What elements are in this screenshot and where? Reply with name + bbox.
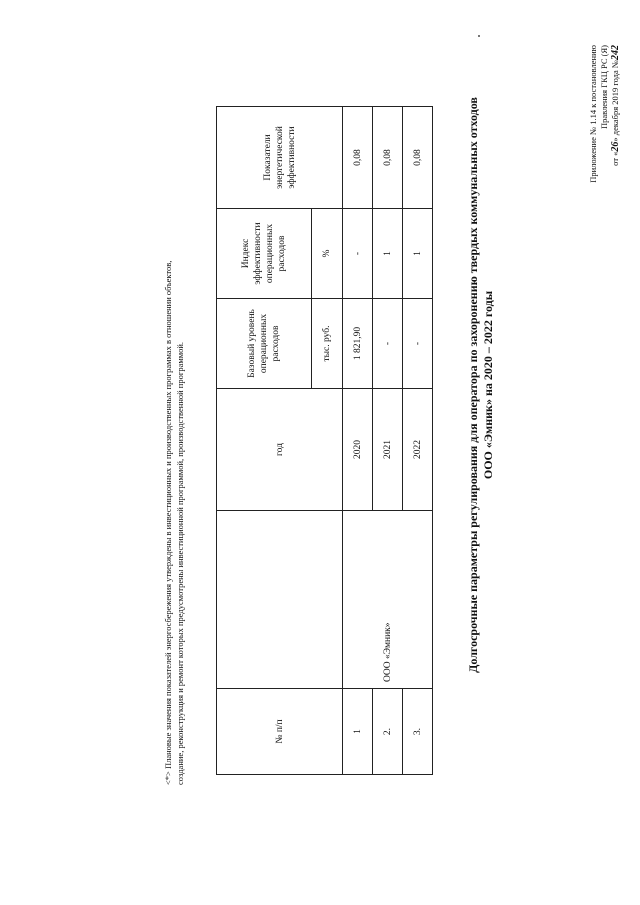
footnote-line-1: <*> Плановые значения показателей энергосбережения утверждены в инвестиционных и производственных программах в отношении объектов, bbox=[163, 260, 173, 785]
title-line-2: ООО «Эмник» на 2020 – 2022 годы bbox=[481, 290, 495, 480]
header-efficiency-index: Индекс эффективности операционных расходов bbox=[217, 209, 312, 299]
cell-energy-efficiency: 0,08 bbox=[373, 107, 403, 209]
unit-base-opex: тыс. руб. bbox=[312, 299, 343, 389]
parameters-table bbox=[216, 106, 433, 775]
handwritten-number: 242 bbox=[610, 45, 621, 60]
handwritten-day: 26 bbox=[610, 141, 621, 152]
cell-efficiency-index: - bbox=[343, 209, 373, 299]
cell-base-opex: - bbox=[373, 299, 403, 389]
cell-energy-efficiency: 0,08 bbox=[403, 107, 433, 209]
cell-efficiency-index: 1 bbox=[373, 209, 403, 299]
header-base-opex: Базовый уровень операционных расходов bbox=[217, 299, 312, 389]
cell-base-opex: - bbox=[403, 299, 433, 389]
unit-efficiency-index: % bbox=[312, 209, 343, 299]
appendix-line-1: Приложение № 1.14 к постановлению bbox=[588, 45, 598, 183]
cell-number: 3. bbox=[403, 689, 433, 775]
table-header-row bbox=[217, 107, 312, 775]
cell-year: 2022 bbox=[403, 389, 433, 511]
header-energy-efficiency: Показатели энергетической эффективности bbox=[217, 107, 343, 209]
title-line-1: Долгосрочные параметры регулирования для оператора по захоронению твердых коммунальных отходов bbox=[466, 97, 480, 673]
cell-year: 2021 bbox=[373, 389, 403, 511]
footnote-line-2: создание, реконструкция и ремонт которых предусмотрены инвестиционной программой, производственной программой. bbox=[175, 341, 185, 785]
cell-year: 2020 bbox=[343, 389, 373, 511]
scan-speck bbox=[478, 35, 480, 37]
document-title bbox=[466, 0, 496, 785]
cell-energy-efficiency: 0,08 bbox=[343, 107, 373, 209]
cell-base-opex: 1 821,90 bbox=[343, 299, 373, 389]
cell-number: 2. bbox=[373, 689, 403, 775]
appendix-line-2: Правления ГКЦ РС (Я) bbox=[599, 45, 609, 130]
cell-number: 1 bbox=[343, 689, 373, 775]
header-number: № п/п bbox=[217, 689, 343, 775]
appendix-line-3: от «26» декабря 2019 года №242 bbox=[610, 45, 621, 166]
header-organization bbox=[217, 511, 343, 689]
header-year: год bbox=[217, 389, 343, 511]
table-row bbox=[343, 107, 373, 775]
footnote bbox=[162, 0, 186, 785]
cell-organization: ООО «Эмник» bbox=[343, 511, 433, 689]
appendix-reference bbox=[588, 45, 621, 255]
cell-efficiency-index: 1 bbox=[403, 209, 433, 299]
